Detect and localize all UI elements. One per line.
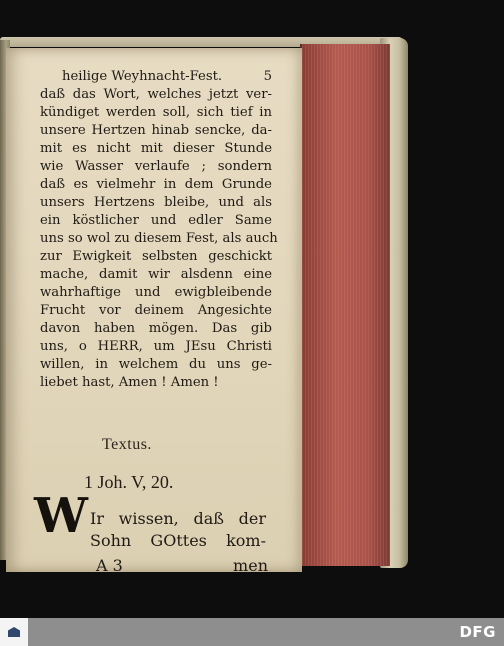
emblem-icon: [8, 627, 20, 637]
body-line: kündiget werden soll, sich tief in: [40, 105, 272, 120]
textus-heading: Textus.: [102, 436, 152, 453]
verse-text: [90, 508, 266, 552]
body-line: zur Ewigkeit selbsten geschickt: [40, 249, 272, 264]
body-line: Frucht vor deinem Angesichte: [40, 303, 272, 318]
running-title: heilige Weyhnacht-Fest.: [62, 69, 223, 84]
body-line: ein köstlicher und edler Same: [40, 213, 272, 228]
body-line: wahrhaftige und ewigbleibende: [40, 285, 272, 300]
page-number: 5: [263, 69, 272, 84]
body-line: uns, o HERR, um JEsu Christi: [40, 339, 272, 354]
catchword: men: [233, 556, 268, 575]
body-line: daß das Wort, welches jetzt ver-: [40, 87, 272, 102]
body-line: daß es vielmehr in dem Grunde: [40, 177, 272, 192]
running-header: [62, 68, 272, 86]
body-line: mit es nicht mit dieser Stunde: [40, 141, 272, 156]
verse-line: Ir wissen, daß der: [90, 509, 266, 528]
institution-logo[interactable]: [0, 618, 28, 646]
body-line: wie Wasser verlaufe ; sondern: [40, 159, 272, 174]
body-line: willen, in welchem du uns ge-: [40, 357, 272, 372]
page-edges: [300, 44, 390, 566]
scripture-reference: 1 Joh. V, 20.: [84, 472, 174, 492]
body-line: liebet hast, Amen ! Amen !: [40, 375, 219, 390]
viewer-footer-bar: [0, 618, 504, 646]
signature-mark: A 3: [96, 556, 123, 575]
body-line: unsere Hertzen hinab sencke, da-: [40, 123, 272, 138]
body-line: unsers Hertzens bleibe, und als: [40, 195, 272, 210]
dfg-logo[interactable]: DFG: [459, 623, 496, 641]
body-line: davon haben mögen. Das gib: [40, 321, 272, 336]
body-line: uns so wol zu diesem Fest, als auch: [40, 231, 278, 246]
verse-line: Sohn GOttes kom-: [90, 531, 266, 550]
body-line: mache, damit wir alsdenn eine: [40, 267, 272, 282]
book-page: [6, 48, 302, 575]
page-footer: [96, 556, 268, 575]
page-text: [40, 68, 278, 392]
drop-cap: W: [34, 488, 88, 544]
